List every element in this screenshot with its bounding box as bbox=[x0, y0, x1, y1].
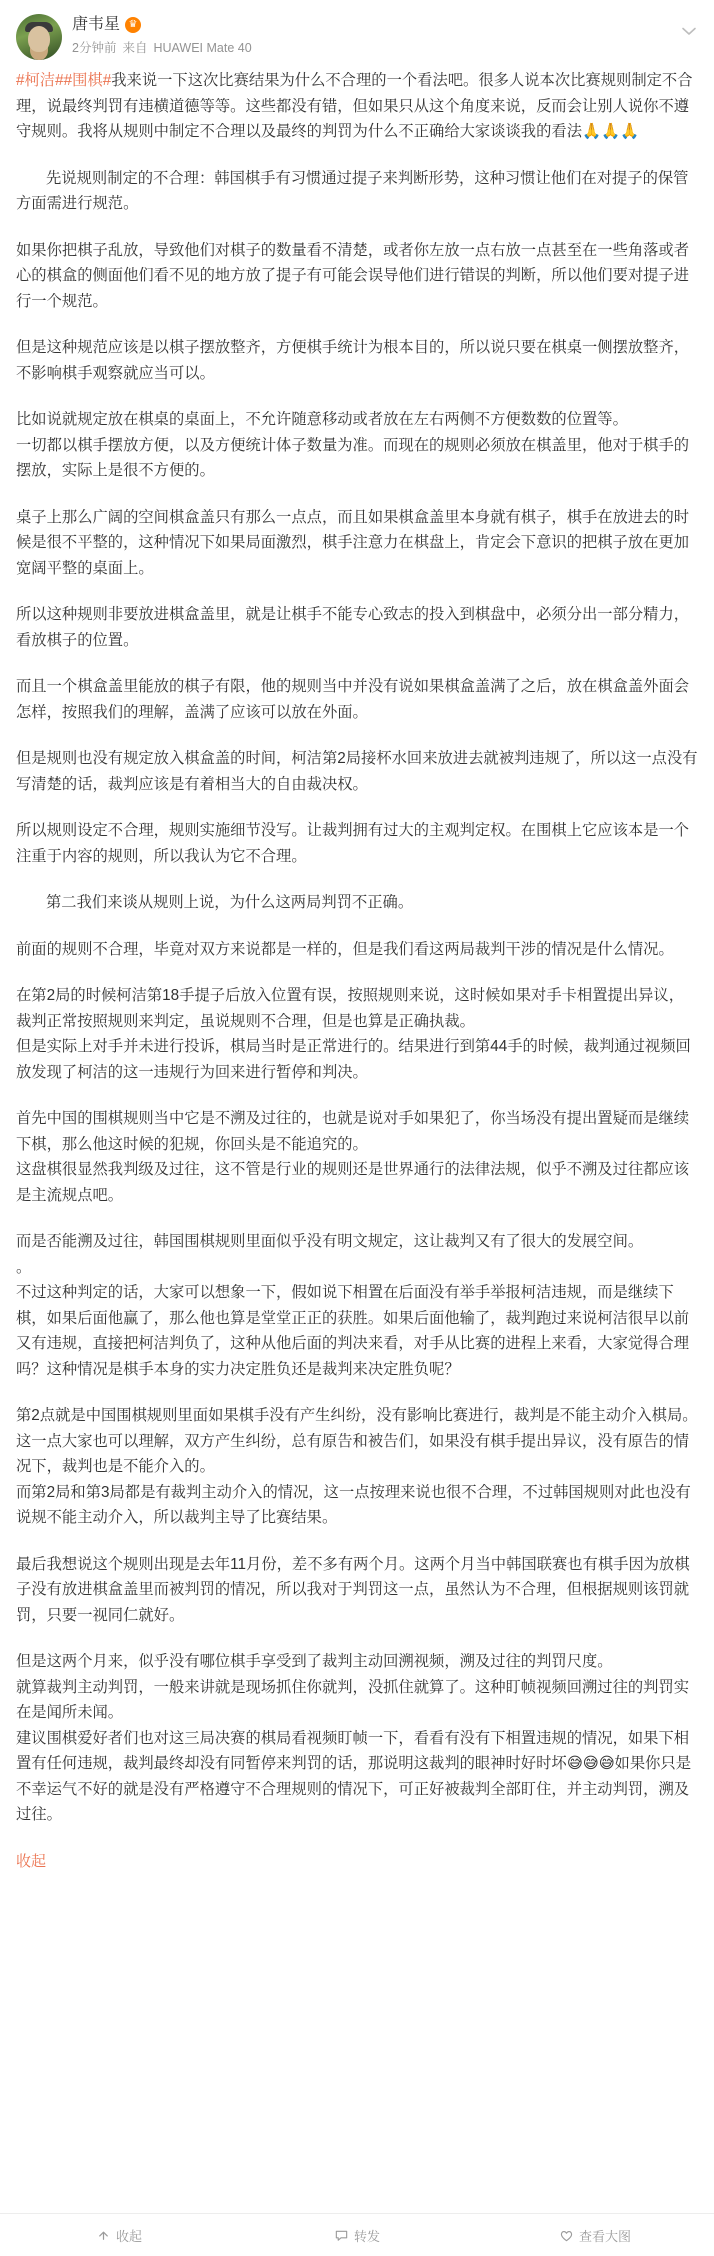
author-name[interactable]: 唐韦星 bbox=[72, 16, 121, 33]
comment-icon bbox=[334, 2228, 349, 2243]
post-paragraph-15: 首先中国的围棋规则当中它是不溯及过往的，也就是说对手如果犯了，你当场没有提出置疑而是继续下棋，那么他这时候的犯规，你回头是不能追究的。 bbox=[16, 1110, 690, 1153]
post-meta bbox=[72, 40, 698, 57]
post-paragraph-19: 第2点就是中国围棋规则里面如果棋手没有产生纠纷，没有影响比赛进行，裁判是不能主动介入棋局。 bbox=[16, 1407, 698, 1424]
avatar-face bbox=[28, 26, 50, 52]
collapse-link[interactable]: 收起 bbox=[16, 1852, 47, 1870]
chevron-down-icon[interactable] bbox=[678, 20, 700, 42]
post-paragraph-7: 所以这种规则非要放进棋盒盖里，就是让棋手不能专心致志的投入到棋盘中，必须分出一部分精力，看放棋子的位置。 bbox=[16, 606, 690, 649]
post-paragraph-5: 一切都以棋手摆放方便，以及方便统计体子数量为准。而现在的规则必须放在棋盖里，他对于棋手的摆放，实际上是很不方便的。 bbox=[16, 436, 690, 479]
post-paragraph-1: 先说规则制定的不合理：韩国棋手有习惯通过提子来判断形势，这种习惯让他们在对提子的保管方面需进行规范。 bbox=[16, 169, 689, 212]
avatar[interactable] bbox=[16, 14, 62, 60]
toolbar-item-view-image[interactable] bbox=[476, 2214, 714, 2256]
post-source[interactable]: HUAWEI Mate 40 bbox=[153, 41, 252, 55]
post-body bbox=[0, 66, 714, 1882]
post-paragraph-18: 不过这种判定的话，大家可以想象一下，假如说下相置在后面没有举手举报柯洁违规，而是继续下棋，如果后面他赢了，那么他也算是堂堂正正的获胜。如果后面他输了，裁判跑过来说柯洁很早以前又有违规，直接把柯洁判负了，这种从他后面的判决来看，对手从比赛的进程上来看，大家觉得合理吗？这种情况是棋手本身的实力决定胜负还是裁判来决定胜负呢？ bbox=[16, 1284, 690, 1378]
post-paragraph-11: 第二我们来谈从规则上说，为什么这两局判罚不正确。 bbox=[46, 894, 414, 911]
post-header bbox=[0, 0, 714, 66]
post-paragraph-3: 但是这种规范应该是以棋子摆放整齐，方便棋手统计为根本目的，所以说只要在棋桌一侧摆放整齐，不影响棋手观察就应当可以。 bbox=[16, 339, 690, 382]
like-icon bbox=[559, 2228, 574, 2243]
toolbar-item-share[interactable] bbox=[0, 2214, 238, 2256]
topic-tag-1[interactable]: #围棋# bbox=[63, 72, 112, 89]
post-paragraph-24: 就算裁判主动判罚，一般来讲就是现场抓住你就判，没抓住就算了。这种盯帧视频回溯过往的判罚实在是闻所未闻。 bbox=[16, 1678, 690, 1721]
post-paragraph-0 bbox=[16, 68, 698, 145]
post-paragraph-23: 但是这两个月来，似乎没有哪位棋手享受到了裁判主动回溯视频，溯及过往的判罚尺度。 bbox=[16, 1653, 613, 1670]
post-paragraph-18-mark: 。 bbox=[16, 1258, 32, 1276]
post-paragraph-4: 比如说就规定放在棋桌的桌面上，不允许随意移动或者放在左右两侧不方便数数的位置等。 bbox=[16, 411, 628, 428]
post-paragraph-21: 而第2局和第3局都是有裁判主动介入的情况，这一点按理来说也很不合理，不过韩国规则对此也没有说规不能主动介入，所以裁判主导了比赛结果。 bbox=[16, 1483, 691, 1526]
post-paragraph-22: 最后我想说这个规则出现是去年11月份，差不多有两个月。这两个月当中韩国联赛也有棋手因为放棋子没有放进棋盒盖里而被判罚的情况，所以我对于判罚这一点，虽然认为不合理，但根据规则该罚就罚，只要一视同仁就好。 bbox=[16, 1555, 690, 1624]
toolbar-label-forward: 转发 bbox=[353, 2228, 380, 2244]
crown-badge-icon: ♛ bbox=[125, 17, 141, 33]
post-paragraph-0-text: 我来说一下这次比赛结果为什么不合理的一个看法吧。很多人说本次比赛规则制定不合理，说最终判罚有违横道德等等。这些都没有错，但如果只从这个角度来说，反而会让别人说你不遵守规则。我将从规则中制定不合理以及最终的判罚为什么不正确给大家谈谈我的看法🙏🙏🙏 bbox=[16, 72, 693, 140]
post-paragraph-13: 在第2局的时候柯洁第18手提子后放入位置有误，按照规则来说，这时候如果对手卡相置提出异议，裁判正常按照规则来判定，虽说规则不合理，但是也算是正确执裁。 bbox=[16, 987, 684, 1030]
header-text bbox=[72, 14, 698, 57]
post-paragraph-6: 桌子上那么广阔的空间棋盒盖只有那么一点点，而且如果棋盒盖里本身就有棋子，棋手在放进去的时候是很不平整的，这种情况下如果局面激烈，棋手注意力在棋盘上，肯定会下意识的把棋子放在更加宽阔平整的桌面上。 bbox=[16, 508, 690, 577]
post-time: 2分钟前 bbox=[72, 41, 117, 55]
post-paragraph-14: 但是实际上对手并未进行投诉，棋局当时是正常进行的。结果进行到第44手的时候，裁判通过视频回放发现了柯洁的这一违规行为回来进行暂停和判决。 bbox=[16, 1038, 691, 1081]
post-paragraph-25: 建议围棋爱好者们也对这三局决赛的棋局看视频盯帧一下，看看有没有下相置违规的情况，如果下相置有任何违规，裁判最终却没有同暂停来判罚的话，那说明这裁判的眼神时好时坏😅😅😅如果你只是不幸运气不好的就是没有严格遵守不合理规则的情况下，可正好被裁判全部盯住，并主动判罚，溯及过往。 bbox=[16, 1729, 692, 1823]
share-icon bbox=[96, 2228, 111, 2243]
post-paragraph-9: 但是规则也没有规定放入棋盒盖的时间，柯洁第2局接杯水回来放进去就被判违规了，所以这一点没有写清楚的话，裁判应该是有着相当大的自由裁决权。 bbox=[16, 750, 698, 793]
toolbar-item-forward[interactable] bbox=[238, 2214, 476, 2256]
post-toolbar bbox=[0, 2213, 714, 2256]
post-paragraph-16: 这盘棋很显然我判级及过往，这不管是行业的规则还是世界通行的法律法规，似乎不溯及过往都应该是主流规点吧。 bbox=[16, 1161, 690, 1204]
topic-tag-0[interactable]: #柯洁# bbox=[16, 72, 64, 89]
post-paragraph-20: 这一点大家也可以理解，双方产生纠纷，总有原告和被告们，如果没有棋手提出异议，没有原告的情况下，裁判也是不能介入的。 bbox=[16, 1432, 690, 1475]
post-paragraph-26 bbox=[16, 1849, 698, 1875]
post-paragraph-12: 前面的规则不合理，毕竟对双方来说都是一样的，但是我们看这两局裁判干涉的情况是什么情况。 bbox=[16, 940, 674, 958]
post-paragraph-2: 如果你把棋子乱放，导致他们对棋子的数量看不清楚，或者你左放一点右放一点甚至在一些角落或者心的棋盒的侧面他们看不见的地方放了提子有可能会误导他们进行错误的判断，所以他们要对提子进行一个规范。 bbox=[16, 241, 690, 310]
post-paragraph-17: 而是否能溯及过往，韩国围棋规则里面似乎没有明文规定，这让裁判又有了很大的发展空间。 bbox=[16, 1233, 644, 1250]
toolbar-label-share: 收起 bbox=[115, 2228, 142, 2244]
post-paragraph-8: 而且一个棋盒盖里能放的棋子有限，他的规则当中并没有说如果棋盒盖满了之后，放在棋盒盖外面会怎样，按照我们的理解，盖满了应该可以放在外面。 bbox=[16, 678, 690, 721]
post-paragraph-10: 所以规则设定不合理，规则实施细节没写。让裁判拥有过大的主观判定权。在围棋上它应该本是一个注重于内容的规则，所以我认为它不合理。 bbox=[16, 822, 690, 865]
author-row bbox=[72, 14, 698, 36]
source-prefix: 来自 bbox=[122, 41, 148, 55]
toolbar-label-view-image: 查看大图 bbox=[578, 2228, 631, 2244]
